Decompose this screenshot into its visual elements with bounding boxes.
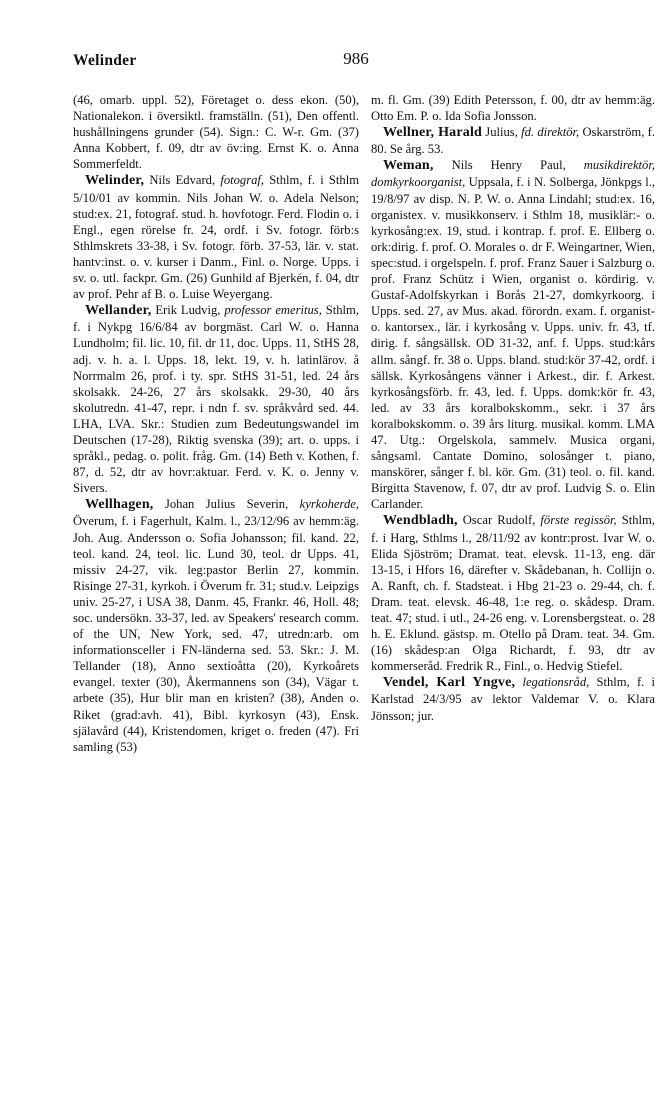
entry-given-names: Nils Edvard,: [144, 173, 216, 188]
right-column: [371, 92, 655, 724]
entry-text: Överum, f. i Fagerhult, Kalm. l., 23/12/96 av hemm:äg. Joh. Aug. Andersson o. Sofia Johansson; fil. kand. 22, teol. kand. 24, teol. lic. Lund 30, teol. dr Upps. 41, missiv 24-27, vik. leg:pastor Berlin 27, kommin. Risinge 27-31, kyrkoh. i Överum fr. 31; stud.v. Leipzigs univ. 25-27, i USA 38, Danm. 45, Frankr. 46, Holl. 48; soc. undersökn. 33-37, led. av Speakers' research comm. of the UN, New York, sed. 47, utredn:arb. om informationsceller i FN-länderna sed. 53. Skr.: J. M. Tellander (18), Anno sextioåtta (20), Kyrkoårets evangel. texter (30), Åkermannens son (34), Vägar t. arbete (35), Hur blir man en kristen? (38), Anden o. Riket (grad:avh. 41), Bibl. kyrkosyn (43), Ensk. själavård (44), Kristendomen, kriget o. freden (47). Fri samling (53): [73, 514, 359, 754]
entry-text: Sthlm, f. i Sthlm 5/10/01 av kommin. Nils Johan W. o. Adela Nelson; stud:ex. 21, fotograf. stud. h. hovfotogr. Ferd. Flodin o. i Engl., egen rörelse fr. 24, ordf. i Sv. fotogr. förb:s Sthlmskrets 33-38, i Sv. fotogr. förb. 37-53, lär. v. stat. hantv:inst. o. v. kurser i Danm., Finl. o. Norge. Upps. i sv. o. utl. fackpr. Gm. (26) Gunhild af Bjerkén, f. 04, dtr av prof. Pehr af B. o. Luise Weyergang.: [73, 173, 359, 302]
entry-given-names: Johan Julius Severin,: [153, 497, 289, 512]
entry-text: Sthlm, f. i Harg, Sthlms l., 28/11/92 av kontr:prost. Ivar W. o. Elida Sjöström; Dramat. teat. elevsk. 11-13, eng. där 13-15, i Hfors 16, därefter v. Skådebanan, h. Collijn o. A. Ranft, ch. f. Stadsteat. i Hbg 21-23 o. 29-44, ch. f. Dram. teat. elevsk. 46-48, 1:e reg. o. skådesp. Dram. teat. 47; stud. i utl., 24-26 eng. v. Lorensbergsteat. o. 28 h. E. Eklund. gästsp. m. Otello på Dram. teat. 34. Gm. (16) skådesp:an Olga Richardt, f. 93, dtr av kommerseråd. Fredrik R., Finl., o. Hedvig Stiefel.: [371, 513, 655, 674]
entry-given-names: Oscar Rudolf,: [457, 513, 536, 528]
entry: [371, 92, 655, 124]
entry-surname: Wendbladh,: [383, 513, 458, 529]
entry: [73, 92, 359, 172]
entry: [371, 674, 655, 723]
entry-text: (46, omarb. uppl. 52), Företaget o. dess ekon. (50), Nationalekon. i översiktl. framställn. (51), Den offentl. hushållningens grunder (54). Sign.: C. W-r. Gm. (37) Anna Kobbert, f. 09, dtr av öv:ing. Ernst K. o. Anna Sommerfeldt.: [73, 93, 359, 172]
entry-surname: Wellander,: [85, 303, 152, 319]
entry-title: musikdirektör, domkyrkoorganist,: [371, 158, 655, 190]
entry-surname: Wellner, Harald: [383, 125, 483, 141]
entry-text: Uppsala, f. i N. Solberga, Jönkpgs l., 19/8/97 av disp. N. P. W. o. Anna Lindahl; stud:ex. 16, organistex. v. musikkonserv. i Sthlm 18, musiklär:- o. kyrkosång:ex. 19, stud. i kontrap. f. prof. E. Ellberg o. ork:dirig. f. prof. O. Morales o. dr F. Weingartner, Wien, spec:stud. i orgelspeln. f. prof. Franz Sauer i Salzburg o. prof. Franz Schütz i Wien, organist o. kördirig. v. Gustaf-Adolfskyrkan i Borås 21-27, domkyrkoorg. i Upps. sed. 27, av Mus. akad. förordn. exam. f. organist- o. kantorsex., lär. i kyrkosång v. Upps. univ. fr. 43, tf. dirig. f. sångsällsk. OD 31-32, anf. f. Upps. stud:kårs allm. sångf. fr. 38 o. Upps. bland. stud:kör 37-42, ordf. i sällsk. Kyrkosångens vänner i Arkest., dir. f. Arkest. kyrkosångsförb. fr. 43, led. f. Upps. domk:kör fr. 43, led. av 33 års koralbokskomm., sekr. i 37 års koralbokskomm. o. 39 års liturg. musikal. komm. LMA 47. Utg.: Orgelskola, sammelv. Musica organi, sångsaml. Cantate Domino, solosånger t. piano, manskörer, sånger f. bl. kör. Gm. (31) teol. o. fil. kand. Birgitta Stavenow, f. 07, dtr av prof. Ludvig S. o. Elin Carlander.: [371, 175, 655, 512]
entry-text: m. fl. Gm. (39) Edith Petersson, f. 00, dtr av hemm:äg. Otto Em. P. o. Ida Sofia Jonsson.: [371, 93, 655, 124]
running-header-name: Welinder: [73, 52, 137, 69]
entry-surname: Weman,: [383, 158, 434, 174]
entry-title: förste regissör,: [535, 513, 617, 528]
entry-title: fotograf,: [215, 173, 265, 188]
left-column: [73, 92, 359, 755]
entry-title: professor emeritus,: [220, 303, 322, 318]
page-number: 986: [343, 49, 369, 68]
entry-text: Sthlm, f. i Karlstad 24/3/95 av lektor Valdemar V. o. Klara Jönsson; jur.: [371, 675, 656, 723]
entry-surname: Welinder,: [85, 173, 145, 189]
entry-surname: Wellhagen,: [85, 497, 154, 513]
entry: [73, 496, 359, 755]
entry-title: kyrkoherde,: [288, 497, 359, 512]
entry: [371, 512, 655, 674]
entry-title: legationsråd,: [515, 675, 590, 690]
entry: [371, 157, 655, 512]
entry: [73, 172, 359, 302]
entry-given-names: Julius,: [482, 125, 518, 140]
entry-text: Sthlm, f. i Nykpg 16/6/84 av borgmäst. Carl W. o. Hanna Lundholm; fil. lic. 10, fil. dr 11, doc. Upps. 11, StHS 28, adj. v. h. a. l. Upps. 18, lekt. 19, v. h. latinlärov. å Norrmalm 26, prof. i ty. spr. StHS 31-51, led. 24 års skolsakk. 24-26, 27 års skolsakk. 29-30, 40 års skolutredn. 41-47, repr. i ndn f. sv. språkvård sed. 44. LHA, LVA. Skr.: Studien zum Bedeutungswandel im Deutschen (17-28), Riktig svenska (39); art. o. upps. i språkl., pedag. o. polit. fråg. Gm. (14) Beth v. Kothen, f. 87, d. 52, dtr av hovr:aktuar. Ferd. v. K. o. Jenny v. Sivers.: [73, 303, 359, 496]
entry: [371, 124, 655, 157]
entry-given-names: Nils Henry Paul,: [433, 158, 566, 173]
entry-text: Oskarström, f. 80. Se årg. 53.: [371, 125, 655, 157]
entry-title: fd. direktör,: [517, 125, 580, 140]
entry-given-names: Erik Ludvig,: [151, 303, 221, 318]
entry: [73, 302, 359, 496]
entry-surname: Vendel, Karl Yngve,: [383, 675, 516, 691]
